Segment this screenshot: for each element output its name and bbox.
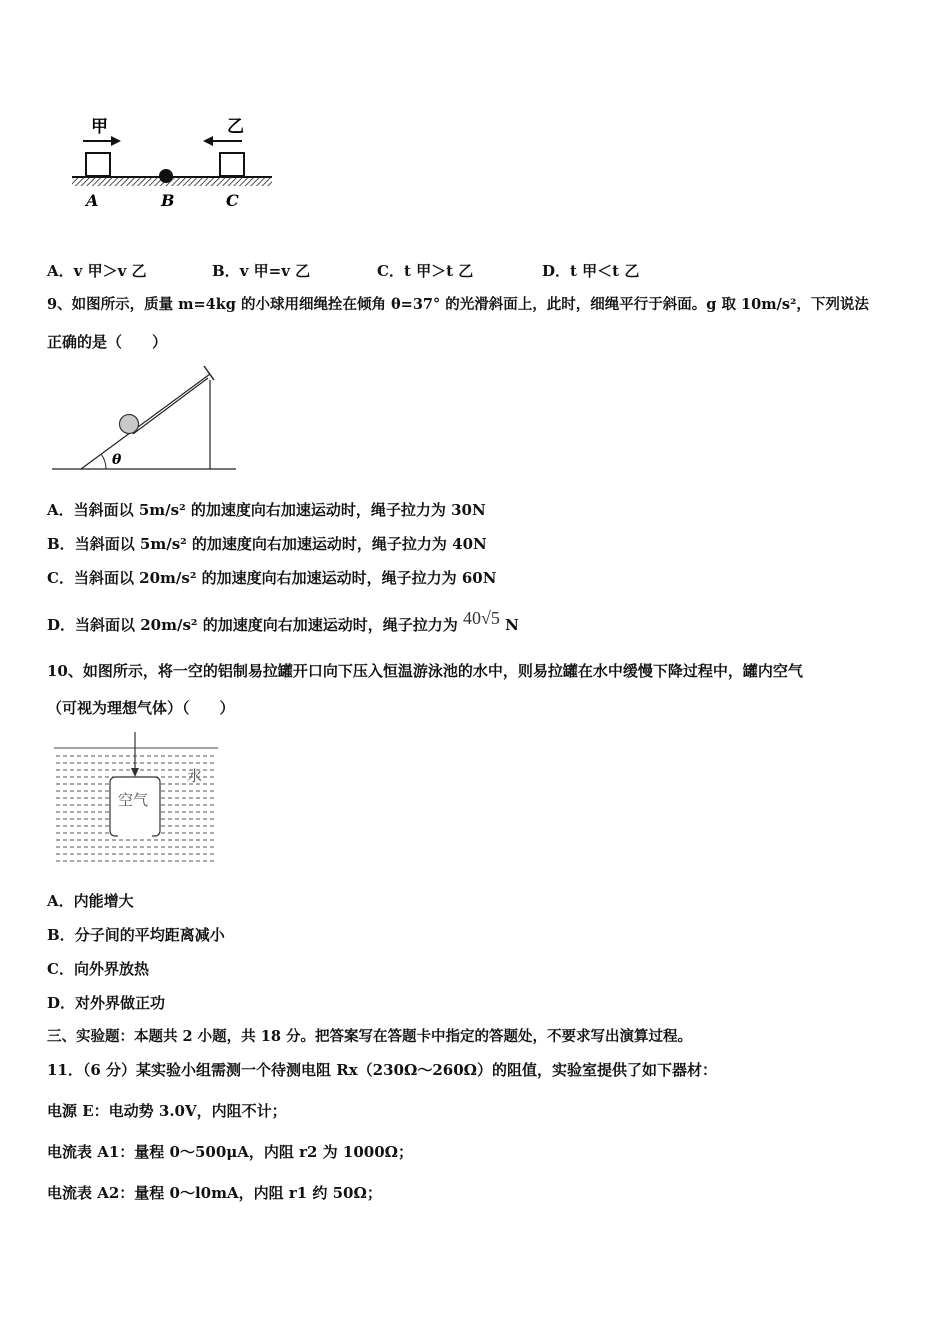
- q9-angle-arc: [101, 454, 106, 469]
- q8-block-c: [220, 153, 244, 176]
- q9-incline: [81, 374, 210, 469]
- q9-option-d: D．当斜面以 20m/s² 的加速度向右加速运动时，绳子拉力为 40√5 N: [47, 608, 519, 634]
- q11-item-ammeter-a1: 电流表 A1：量程 0～500μA，内阻 r2 为 1000Ω；: [47, 1143, 413, 1161]
- q10-option-a: A．内能增大: [47, 892, 134, 910]
- q9-option-d-math: 40√5: [462, 608, 500, 628]
- q8-label-a: A: [86, 191, 99, 210]
- q8-label-yi: 乙: [227, 117, 244, 137]
- q8-label-c: C: [226, 191, 239, 210]
- q9-option-c: C．当斜面以 20m/s² 的加速度向右加速运动时，绳子拉力为 60N: [47, 569, 497, 587]
- q10-option-b: B．分子间的平均距离减小: [47, 926, 225, 944]
- q8-option-d: D．t 甲＜t 乙: [542, 262, 640, 280]
- q11-stem: 11．（6 分）某实验小组需测一个待测电阻 Rx（230Ω～260Ω）的阻值，实验室提供了如下器材：: [47, 1061, 717, 1079]
- q10-option-c: C．向外界放热: [47, 960, 149, 978]
- q10-stem-line2: （可视为理想气体）（ ）: [47, 699, 235, 717]
- q9-rope: [133, 378, 208, 434]
- q8-option-a: A．v 甲＞v 乙: [47, 262, 147, 280]
- q8-figure: [66, 110, 281, 215]
- q10-can-opening-mask: [118, 833, 152, 838]
- q10-push-arrowhead: [131, 768, 139, 777]
- q9-stem-line2: 正确的是（ ）: [47, 333, 168, 351]
- q10-figure: [52, 730, 220, 870]
- q9-option-a: A．当斜面以 5m/s² 的加速度向右加速运动时，绳子拉力为 30N: [47, 501, 486, 519]
- q8-label-jia: 甲: [91, 117, 108, 137]
- q8-option-c: C．t 甲＞t 乙: [377, 262, 474, 280]
- q8-arrowhead-right: [111, 136, 121, 146]
- q10-air-label: 空气: [118, 791, 149, 809]
- section3-heading: 三、实验题：本题共 2 小题，共 18 分。把答案写在答题卡中指定的答题处，不要求写出演算过程。: [47, 1028, 692, 1045]
- q8-block-a: [86, 153, 110, 176]
- q8-arrowhead-left: [203, 136, 213, 146]
- q8-option-b: B．v 甲=v 乙: [212, 262, 311, 280]
- q9-ball: [120, 415, 139, 434]
- q9-figure: [48, 362, 240, 474]
- q8-point-b-dot: [159, 169, 173, 183]
- q9-theta-label: θ: [112, 452, 122, 468]
- q11-item-ammeter-a2: 电流表 A2：量程 0～l0mA，内阻 r1 约 50Ω；: [47, 1184, 382, 1202]
- q10-water-label: 水: [187, 767, 203, 785]
- q11-item-power: 电源 E：电动势 3.0V，内阻不计；: [47, 1102, 287, 1120]
- q10-option-d: D．对外界做正功: [47, 994, 166, 1012]
- q8-label-b: B: [161, 191, 175, 210]
- q9-option-b: B．当斜面以 5m/s² 的加速度向右加速运动时，绳子拉力为 40N: [47, 535, 487, 553]
- q10-stem-line1: 10、如图所示，将一空的铝制易拉罐开口向下压入恒温游泳池的水中，则易拉罐在水中缓慢下降过程中，罐内空气: [47, 662, 803, 680]
- q9-stem-line1: 9、如图所示，质量 m=4kg 的小球用细绳拴在倾角 θ=37° 的光滑斜面上，此时，细绳平行于斜面。g 取 10m/s²，下列说法: [47, 296, 869, 313]
